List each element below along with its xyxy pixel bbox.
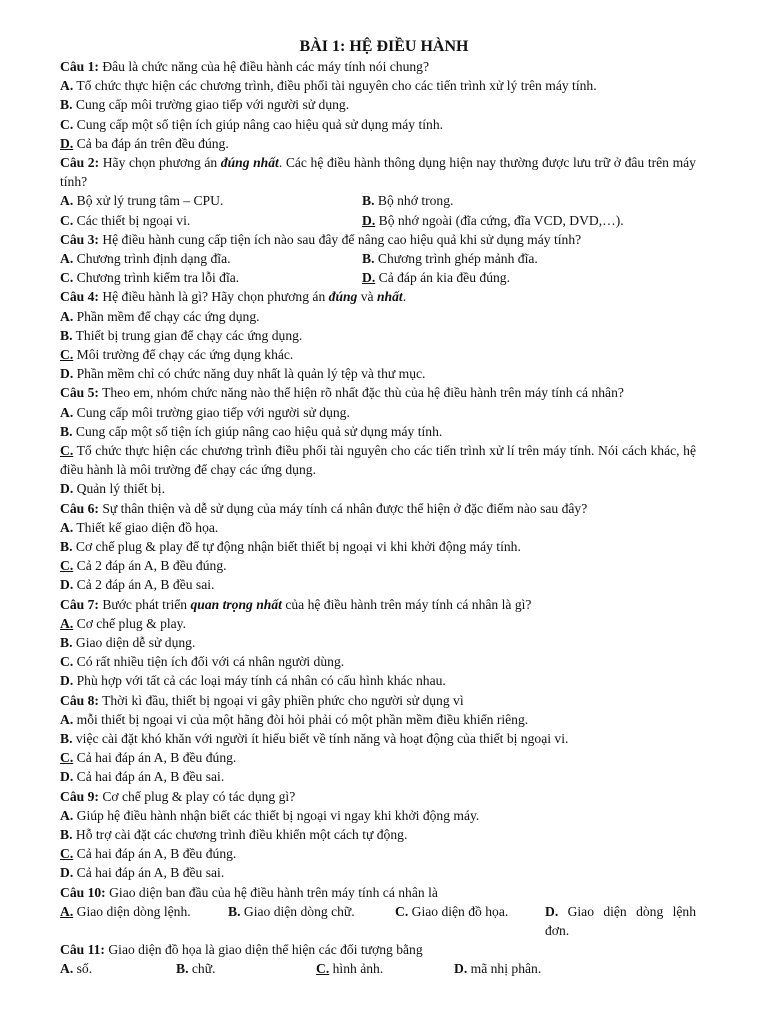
answer-option xyxy=(60,844,696,863)
answer-option xyxy=(60,193,223,208)
question-text: Sự thân thiện và dễ sử dụng của máy tính cá nhân được thể hiện ở đặc điểm nào sau đây? xyxy=(102,500,588,516)
question-stem xyxy=(60,883,696,902)
option-text: Chương trình ghép mảnh đĩa. xyxy=(377,251,538,266)
option-text: Cả ba đáp án trên đều đúng. xyxy=(76,135,229,151)
answer-option xyxy=(60,575,696,594)
option-letter: D. xyxy=(60,577,74,593)
question xyxy=(60,153,696,230)
answer-option xyxy=(176,959,215,978)
question-stem xyxy=(60,57,696,76)
option-text: Giao diện dòng lệnh. xyxy=(76,903,191,919)
option-letter: B. xyxy=(228,903,241,919)
option-letter: C. xyxy=(60,846,74,862)
option-letter: B. xyxy=(60,327,73,343)
question-label: Câu 10: xyxy=(60,884,106,900)
question-text: quan trọng nhất xyxy=(190,596,282,612)
answer-option xyxy=(362,211,624,230)
option-letter: C. xyxy=(60,270,74,286)
question-stem xyxy=(60,691,696,710)
option-letter: C. xyxy=(60,654,74,670)
answer-option xyxy=(60,652,696,671)
option-letter: A. xyxy=(60,615,74,631)
answer-option xyxy=(60,251,231,266)
option-letter: A. xyxy=(60,251,74,266)
answer-option xyxy=(228,902,355,921)
option-text: việc cài đặt khó khăn với người ít hiểu biết về tính năng và hoạt động của thiết bị ngoại vi. xyxy=(75,731,569,747)
question-stem xyxy=(60,787,696,806)
option-row xyxy=(60,211,696,230)
option-letter: C. xyxy=(60,750,74,766)
option-row xyxy=(60,191,696,210)
option-letter: A. xyxy=(60,903,74,919)
option-row xyxy=(60,902,696,939)
option-text: Cả 2 đáp án A, B đều đúng. xyxy=(76,558,227,574)
option-letter: D. xyxy=(60,481,74,497)
option-text: Cả hai đáp án A, B đều đúng. xyxy=(76,846,237,862)
option-letter: B. xyxy=(60,539,73,555)
answer-option xyxy=(60,671,696,690)
option-text: Thiết bị trung gian để chạy các ứng dụng. xyxy=(75,327,303,343)
question-text: Thời kì đầu, thiết bị ngoại vi gây phiền phức cho người sử dụng vì xyxy=(102,692,464,708)
option-letter: D. xyxy=(545,903,559,919)
question-stem xyxy=(60,940,696,959)
option-row xyxy=(60,268,696,287)
option-text: mỗi thiết bị ngoại vi của một hãng đòi hỏi phải có một phần mềm điều khiển riêng. xyxy=(76,711,529,727)
option-text: Cung cấp một số tiện ích giúp nâng cao hiệu quả sử dụng máy tính. xyxy=(75,423,443,439)
question xyxy=(60,57,696,153)
question xyxy=(60,287,696,383)
option-text: Cả hai đáp án A, B đều sai. xyxy=(76,769,225,785)
question xyxy=(60,883,696,941)
answer-option xyxy=(60,76,696,95)
question-text: Hệ điều hành là gì? Hãy chọn phương án xyxy=(102,289,329,305)
answer-option xyxy=(60,326,696,345)
option-letter: C. xyxy=(60,346,74,362)
option-letter: B. xyxy=(60,635,73,651)
option-text: Giúp hệ điều hành nhận biết các thiết bị ngoại vi ngay khi khởi động máy. xyxy=(76,807,480,823)
answer-option xyxy=(60,134,696,153)
option-text: Bộ xử lý trung tâm – CPU. xyxy=(76,193,224,209)
question-text: Giao diện ban đầu của hệ điều hành trên máy tính cá nhân là xyxy=(109,884,438,900)
question-text: Hãy chọn phương án xyxy=(102,155,221,171)
question-label: Câu 5: xyxy=(60,385,99,401)
option-letter: A. xyxy=(60,519,74,535)
option-text: Môi trường để chạy các ứng dụng khác. xyxy=(76,346,294,362)
option-letter: B. xyxy=(60,97,73,113)
answer-option xyxy=(454,959,541,978)
question-text: đúng xyxy=(328,289,358,305)
answer-option xyxy=(60,806,696,825)
option-letter: A. xyxy=(60,711,74,727)
answer-option xyxy=(60,902,191,921)
option-letter: A. xyxy=(60,193,74,209)
answer-option xyxy=(60,479,696,498)
question-text: nhất xyxy=(377,289,403,305)
question-stem xyxy=(60,153,696,191)
option-letter: B. xyxy=(176,961,189,977)
question-label: Câu 2: xyxy=(60,155,100,171)
option-letter: D. xyxy=(362,212,376,228)
question-text: Đâu là chức năng của hệ điều hành các máy tính nói chung? xyxy=(102,59,430,74)
answer-option xyxy=(60,748,696,767)
option-letter: C. xyxy=(60,558,74,574)
option-text: Thiết kế giao diện đồ họa. xyxy=(76,519,219,535)
option-row xyxy=(60,959,696,978)
question-label: Câu 8: xyxy=(60,692,99,708)
option-text: chữ. xyxy=(191,961,216,977)
option-letter: C. xyxy=(60,212,74,228)
answer-option xyxy=(60,537,696,556)
option-letter: D. xyxy=(60,366,74,382)
question-text: . xyxy=(402,289,407,305)
answer-option xyxy=(60,710,696,729)
answer-option xyxy=(60,441,696,479)
answer-option xyxy=(60,270,239,285)
answer-option xyxy=(60,307,696,326)
question-label: Câu 1: xyxy=(60,59,99,74)
question-text: . Các hệ điều hành thông dụng hiện nay thường được lưu trữ ở đâu trên máy tính? xyxy=(60,155,696,190)
answer-option xyxy=(60,614,696,633)
answer-option xyxy=(395,902,508,921)
option-text: Bộ nhớ trong. xyxy=(377,193,454,209)
answer-option xyxy=(60,633,696,652)
answer-option xyxy=(60,403,696,422)
question-label: Câu 11: xyxy=(60,942,105,958)
option-text: Có rất nhiều tiện ích đối với cá nhân người dùng. xyxy=(76,654,345,670)
option-letter: B. xyxy=(362,251,375,266)
option-text: Cung cấp một số tiện ích giúp nâng cao hiệu quả sử dụng máy tính. xyxy=(76,116,444,132)
option-text: Các thiết bị ngoại vi. xyxy=(76,212,191,228)
option-text: Phần mềm để chạy các ứng dụng. xyxy=(76,308,260,324)
answer-option xyxy=(362,268,510,287)
option-text: Cả 2 đáp án A, B đều sai. xyxy=(76,577,215,593)
option-letter: D. xyxy=(454,961,468,977)
option-text: Tổ chức thực hiện các chương trình điều phối tài nguyên cho các tiến trình xử lí trên máy tính. Nói cách khác, hệ điều hành là môi trường để chạy các ứng dụng. xyxy=(60,443,697,478)
question xyxy=(60,499,696,595)
option-text: Cung cấp môi trường giao tiếp với người sử dụng. xyxy=(76,404,350,420)
question-stem xyxy=(60,595,696,614)
answer-option xyxy=(316,959,383,978)
option-text: Giao diện đồ họa. xyxy=(411,903,509,919)
question-text: Theo em, nhóm chức năng nào thể hiện rõ nhất đặc thù của hệ điều hành trên máy tính cá nhân? xyxy=(102,385,624,401)
option-text: số. xyxy=(76,961,93,977)
answer-option xyxy=(60,518,696,537)
option-letter: D. xyxy=(60,769,74,785)
answer-option xyxy=(60,556,696,575)
option-text: hình ảnh. xyxy=(332,961,384,977)
option-letter: D. xyxy=(60,865,74,881)
option-text: Bộ nhớ ngoài (đĩa cứng, đĩa VCD, DVD,…). xyxy=(378,212,624,228)
option-text: Giao diện dễ sử dụng. xyxy=(75,635,196,651)
answer-option xyxy=(60,95,696,114)
answer-option xyxy=(60,213,190,228)
question-text: Cơ chế plug & play có tác dụng gì? xyxy=(102,788,296,804)
option-letter: A. xyxy=(60,78,74,94)
question xyxy=(60,787,696,883)
answer-option xyxy=(60,863,696,882)
option-letter: D. xyxy=(362,270,376,286)
question xyxy=(60,691,696,787)
page-title: BÀI 1: HỆ ĐIỀU HÀNH xyxy=(299,38,469,55)
option-letter: B. xyxy=(60,423,73,439)
option-text: Cả đáp án kia đều đúng. xyxy=(378,270,510,286)
option-letter: A. xyxy=(60,308,74,324)
option-text: Cả hai đáp án A, B đều đúng. xyxy=(76,750,237,766)
option-letter: A. xyxy=(60,807,74,823)
question-text: đúng nhất xyxy=(220,155,279,171)
question xyxy=(60,595,696,691)
answer-option xyxy=(60,345,696,364)
question-text: Hệ điều hành cung cấp tiện ích nào sau đây để nâng cao hiệu quả khi sử dụng máy tính? xyxy=(102,231,582,247)
question-stem xyxy=(60,499,696,518)
option-letter: B. xyxy=(362,193,375,209)
option-text: Quản lý thiết bị. xyxy=(76,481,165,497)
option-text: mã nhị phân. xyxy=(470,961,542,977)
question-list xyxy=(60,57,696,979)
answer-option xyxy=(60,115,696,134)
question-text: và xyxy=(357,289,377,305)
option-letter: C. xyxy=(60,116,74,132)
option-text: Phù hợp với tất cả các loại máy tính cá nhân có cấu hình khác nhau. xyxy=(76,673,446,689)
option-row xyxy=(60,249,696,268)
question-label: Câu 6: xyxy=(60,500,99,516)
option-text: Chương trình định dạng đĩa. xyxy=(76,251,231,266)
answer-option xyxy=(60,959,92,978)
option-letter: D. xyxy=(60,135,74,151)
option-letter: D. xyxy=(60,673,74,689)
answer-option xyxy=(362,191,453,210)
option-letter: C. xyxy=(60,443,74,458)
option-letter: A. xyxy=(60,404,74,420)
option-letter: A. xyxy=(60,961,74,977)
question-label: Câu 9: xyxy=(60,788,99,804)
option-text: Cung cấp môi trường giao tiếp với người sử dụng. xyxy=(75,97,350,113)
answer-option xyxy=(60,825,696,844)
question-label: Câu 4: xyxy=(60,289,99,305)
option-text: Phần mềm chỉ có chức năng duy nhất là quản lý tệp và thư mục. xyxy=(76,366,426,382)
answer-option xyxy=(545,902,696,940)
option-letter: B. xyxy=(60,731,73,747)
option-text: Giao diện dòng lệnh đơn. xyxy=(545,903,696,939)
question-stem xyxy=(60,287,696,306)
question-text: Giao diện đồ họa là giao diện thể hiện các đối tượng bằng xyxy=(108,942,423,958)
question xyxy=(60,940,696,978)
question-label: Câu 3: xyxy=(60,231,99,247)
option-letter: B. xyxy=(60,827,73,843)
option-letter: C. xyxy=(395,903,409,919)
option-text: Cơ chế plug & play. xyxy=(76,615,186,631)
question-text: của hệ điều hành trên máy tính cá nhân là gì? xyxy=(281,596,532,612)
question-label: Câu 7: xyxy=(60,596,99,612)
question xyxy=(60,383,696,498)
question-stem xyxy=(60,383,696,402)
option-text: Hỗ trợ cài đặt các chương trình điều khiển một cách tự động. xyxy=(75,827,408,843)
option-text: Cả hai đáp án A, B đều sai. xyxy=(76,865,225,881)
answer-option xyxy=(60,729,696,748)
option-text: Chương trình kiểm tra lỗi đĩa. xyxy=(76,270,240,286)
option-text: Giao diện dòng chữ. xyxy=(243,903,355,919)
option-letter: C. xyxy=(316,961,330,977)
answer-option xyxy=(60,364,696,383)
answer-option xyxy=(60,422,696,441)
question-stem xyxy=(60,230,696,249)
question-text: Bước phát triển xyxy=(102,596,191,612)
option-text: Tổ chức thực hiện các chương trình, điều phối tài nguyên cho các tiến trình xử lý trên máy tính. xyxy=(76,78,597,94)
answer-option xyxy=(362,249,538,268)
answer-option xyxy=(60,767,696,786)
question xyxy=(60,230,696,288)
option-text: Cơ chế plug & play để tự động nhận biết thiết bị ngoại vi khi khởi động máy tính. xyxy=(75,539,521,555)
